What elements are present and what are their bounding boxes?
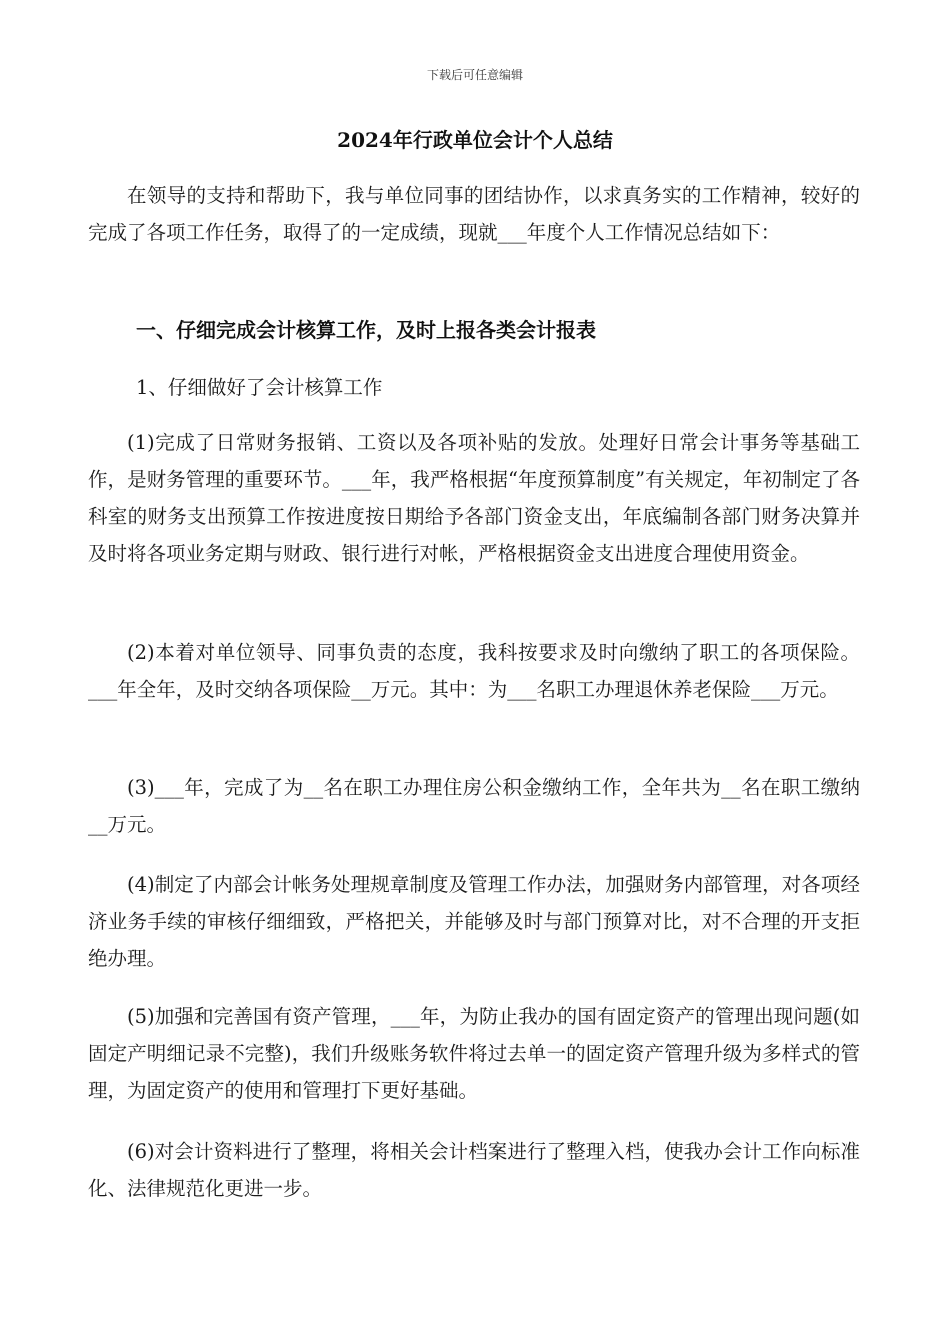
section-heading: 一、仔细完成会计核算工作，及时上报各类会计报表 — [136, 318, 596, 342]
item-text-2: (2)本着对单位领导、同事负责的态度，我科按要求及时向缴纳了职工的各项保险。___年全年，及时交纳各项保险__万元。其中：为___名职工办理退休养老保险___万元。 — [88, 641, 860, 701]
item-paragraph-1 — [88, 424, 860, 572]
item-paragraph-6 — [88, 1133, 860, 1207]
item-paragraph-4 — [88, 866, 860, 977]
intro-paragraph — [88, 177, 860, 251]
item-text-6: (6)对会计资料进行了整理，将相关会计档案进行了整理入档，使我办会计工作向标准化、法律规范化更进一步。 — [88, 1140, 860, 1200]
item-text-4: (4)制定了内部会计帐务处理规章制度及管理工作办法，加强财务内部管理，对各项经济业务手续的审核仔细细致，严格把关，并能够及时与部门预算对比，对不合理的开支拒绝办理。 — [88, 873, 860, 970]
section-subheading: 1、仔细做好了会计核算工作 — [136, 376, 383, 399]
item-text-3: (3)___年，完成了为__名在职工办理住房公积金缴纳工作，全年共为__名在职工缴纳__万元。 — [88, 776, 860, 836]
item-paragraph-3 — [88, 769, 860, 843]
item-text-1: (1)完成了日常财务报销、工资以及各项补贴的发放。处理好日常会计事务等基础工作，是财务管理的重要环节。___年，我严格根据“年度预算制度”有关规定，年初制定了各科室的财务支出预算工作按进度按日期给予各部门资金支出，年底编制各部门财务决算并及时将各项业务定期与财政、银行进行对帐，严格根据资金支出进度合理使用资金。 — [88, 431, 860, 565]
item-text-5: (5)加强和完善国有资产管理，___年，为防止我办的国有固定资产的管理出现问题(如固定产明细记录不完整)，我们升级账务软件将过去单一的固定资产管理升级为多样式的管理，为固定资产的使用和管理打下更好基础。 — [88, 1005, 860, 1102]
document-title: 2024年行政单位会计个人总结 — [337, 128, 613, 152]
header-note: 下载后可任意编辑 — [426, 68, 523, 82]
intro-text: 在领导的支持和帮助下，我与单位同事的团结协作，以求真务实的工作精神，较好的完成了各项工作任务，取得了的一定成绩，现就___年度个人工作情况总结如下： — [88, 184, 860, 244]
item-paragraph-5 — [88, 998, 860, 1109]
item-paragraph-2 — [88, 634, 860, 708]
